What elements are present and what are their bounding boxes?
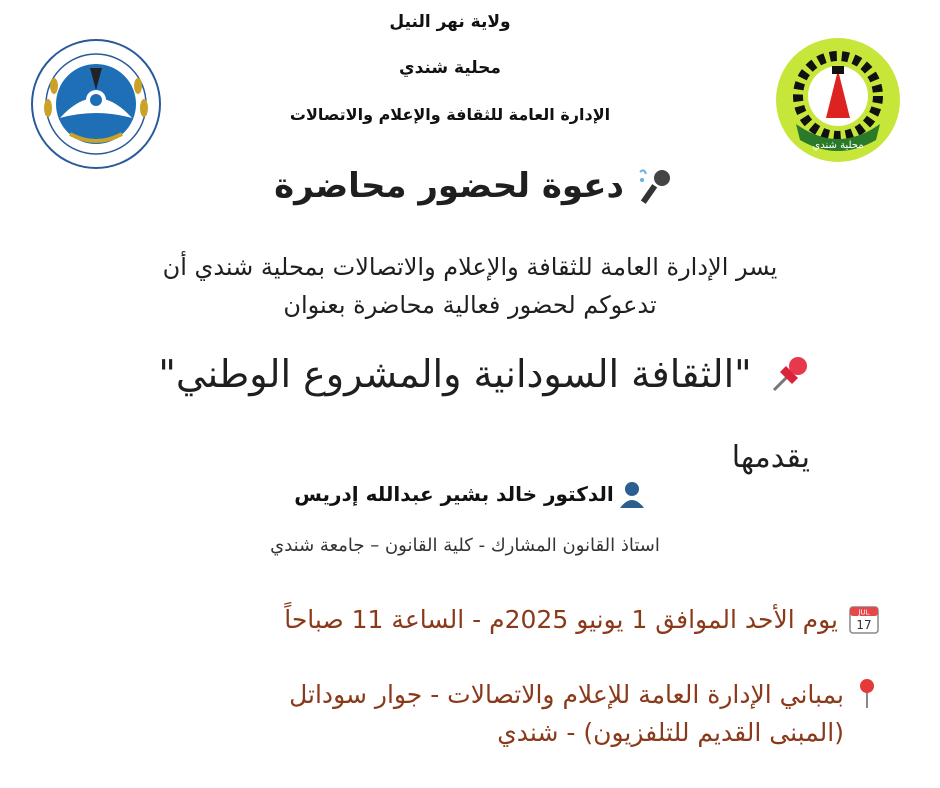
venue-line-2: (المبنى القديم للتلفزيون) - شندي [497,718,844,747]
shendi-locality-logo [770,36,906,166]
calendar-icon [848,603,880,635]
invitation-title [230,166,720,206]
intro-line-1: يسر الإدارة العامة للثقافة والإعلام والاتصالات بمحلية شندي أن [162,253,778,281]
microphone-icon [636,166,676,206]
venue-line-1: بمباني الإدارة العامة للإعلام والاتصالات - جوار سوداتل [289,680,844,709]
right-logo-caption: محلية شندي [812,140,864,151]
speaker-name-text: الدكتور خالد بشير عبدالله إدريس [294,482,614,506]
calendar-day: 17 [856,618,872,632]
event-date [160,603,880,635]
person-icon [618,480,646,508]
lecture-title-text: "الثقافة السودانية والمشروع الوطني" [158,352,752,396]
speaker-name [260,480,680,508]
intro-text [50,248,890,324]
calendar-month: JUL [858,608,870,617]
location-pin-icon [854,676,880,710]
state-name: ولاية نهر النيل [389,12,511,32]
presented-by-label: يقدمها [731,440,810,475]
department-name: الإدارة العامة للثقافة والإعلام والاتصالات [289,105,611,124]
ministry-logo [30,38,162,170]
event-venue [130,676,880,752]
event-date-text: يوم الأحد الموافق 1 يونيو 2025م - الساعة 11 صباحاً [284,604,838,634]
event-venue-text [289,676,844,752]
intro-line-2: تدعوكم لحضور فعالية محاضرة بعنوان [283,291,657,319]
locality-name: محلية شندي [399,58,501,78]
pushpin-icon [768,352,812,396]
speaker-title: استاذ القانون المشارك - كلية القانون – جامعة شندي [270,535,660,556]
lecture-title [90,352,880,396]
invitation-title-text: دعوة لحضور محاضرة [274,166,624,206]
